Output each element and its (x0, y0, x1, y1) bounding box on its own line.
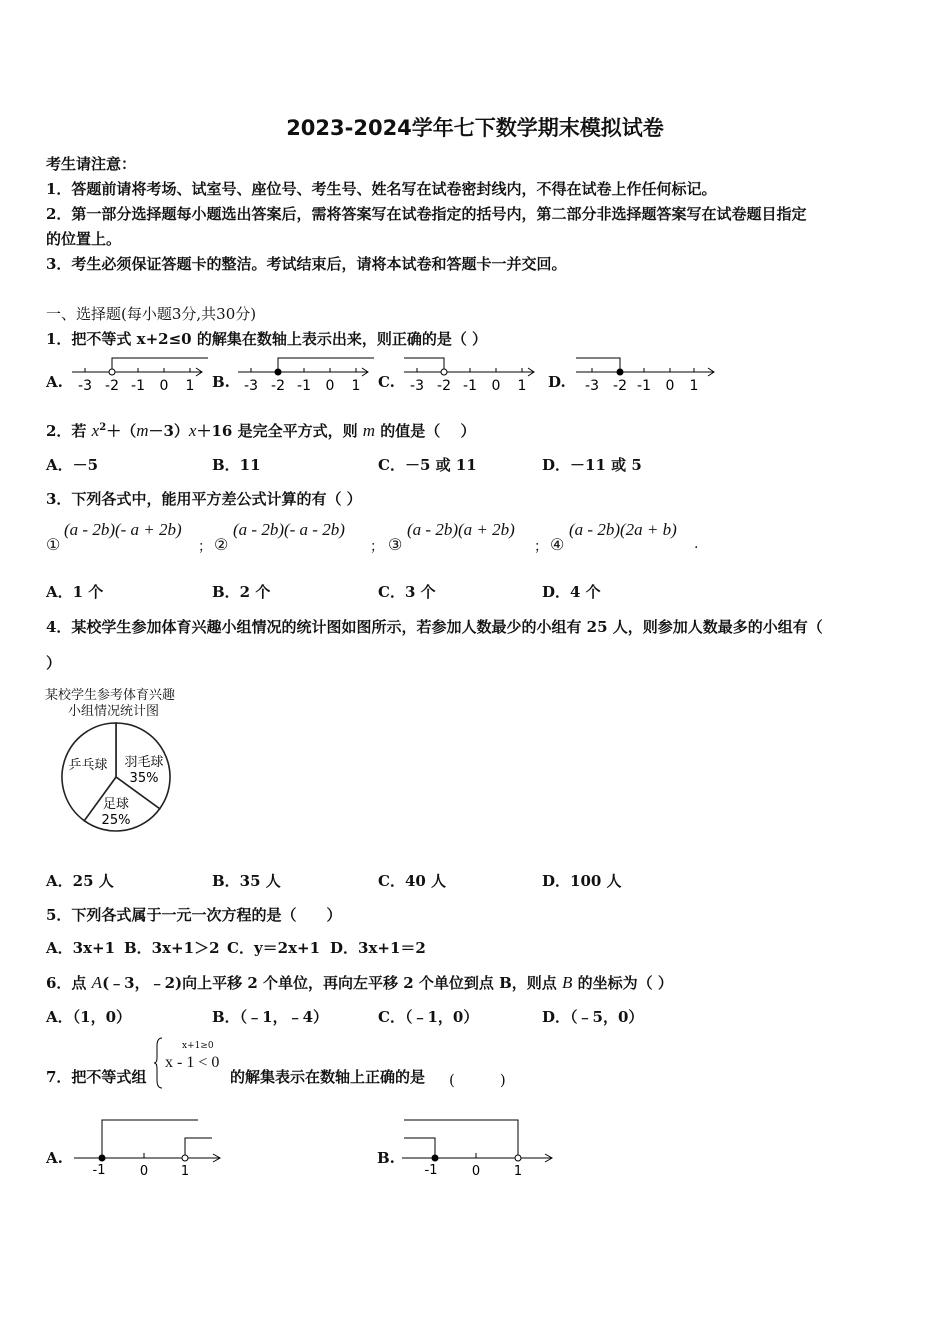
tick-label: -3 (78, 378, 92, 394)
question-1-stem: 1．把不等式 x+2≤0 的解集在数轴上表示出来，则正确的是（ ） (46, 330, 488, 348)
q1-option-b-label: B. (212, 373, 230, 391)
system-bottom: x - 1 < 0 (165, 1054, 220, 1071)
q1-option-b-numberline (236, 352, 376, 397)
tick-label: -2 (437, 378, 451, 394)
question-4-stem-cont: ） (46, 654, 62, 672)
q7-option-a-numberline (72, 1112, 227, 1180)
tick-label: 1 (351, 378, 361, 394)
q4-option-b: B．35 人 (212, 872, 281, 890)
q1-option-d-numberline (574, 352, 719, 397)
q6-option-d: D．（﹣5，0） (542, 1008, 644, 1026)
system-brace (154, 1036, 164, 1090)
notice-item: 的位置上。 (46, 230, 122, 248)
q3-item-4-mark: ④ (550, 535, 565, 554)
q3-item-4-sep: . (694, 536, 699, 552)
slice-label-badminton: 羽毛球 (124, 755, 164, 770)
question-2-stem: 2．若 $x^2+(m-3)x+16$ 是完全平方式，则 m 的值是（ ） (46, 421, 476, 440)
q3-option-b: B．2 个 (212, 583, 271, 601)
q6-option-c: C．（﹣1，0） (378, 1008, 479, 1026)
slice-label-football: 足球 (102, 797, 130, 812)
q4-option-a: A．25 人 (46, 872, 114, 890)
tick-label: -2 (271, 378, 285, 394)
tick-label: -3 (244, 378, 258, 394)
question-6-stem: 6．点 A(﹣3，﹣2)向上平移 2 个单位，再向左平移 2 个单位到点 B，则点 B 的坐标为（ ） (46, 973, 673, 992)
q2-option-d: D．－11 或 5 (542, 456, 642, 474)
q3-item-3-expr: (a - 2b)(a + 2b) (407, 520, 515, 539)
q5-option-d: D．3x+1＝2 (330, 939, 426, 957)
q7-option-b-numberline (400, 1112, 558, 1180)
q2-option-a: A．－5 (46, 456, 99, 474)
q2-option-b: B．11 (212, 456, 261, 474)
tick-label: 1 (513, 1164, 523, 1179)
q3-item-1-sep: ； (198, 539, 212, 555)
q5-option-c: C．y＝2x+1 (227, 939, 321, 957)
tick-label: 0 (325, 378, 335, 394)
q1-option-d-label: D. (548, 373, 566, 391)
q3-option-d: D．4 个 (542, 583, 601, 601)
tick-label: -1 (424, 1163, 438, 1178)
tick-label: -1 (297, 378, 311, 394)
q3-item-3-sep: ； (534, 539, 548, 555)
notice-item: 1．答题前请将考场、试室号、座位号、考生号、姓名写在试卷密封线内，不得在试卷上作任何标记。 (46, 180, 717, 198)
notice-item: 3．考生必须保证答题卡的整洁。考试结束后，请将本试卷和答题卡一并交回。 (46, 255, 567, 273)
tick-label: -1 (463, 378, 477, 394)
q3-item-2-expr: (a - 2b)(- a - 2b) (233, 520, 345, 539)
page-title: 2023-2024学年七下数学期末模拟试卷 (286, 116, 664, 140)
q4-option-c: C．40 人 (378, 872, 447, 890)
notice-item: 2．第一部分选择题每小题选出答案后，需将答案写在试卷指定的括号内，第二部分非选择题答案写在试卷题目指定 (46, 205, 807, 223)
tick-label: -1 (92, 1163, 106, 1178)
q1-option-a-numberline (70, 352, 210, 397)
chart-title-line1: 某校学生参考体育兴趣 (45, 688, 176, 703)
tick-label: 1 (517, 378, 527, 394)
tick-label: 0 (665, 378, 675, 394)
question-5-stem: 5．下列各式属于一元一次方程的是（ ） (46, 906, 342, 924)
q1-option-a-label: A. (46, 373, 63, 391)
q5-option-a: A．3x+1 (46, 939, 116, 957)
tick-label: 0 (159, 378, 169, 394)
q3-item-3-mark: ③ (388, 535, 403, 554)
question-7-stem-cont: 的解集表示在数轴上正确的是 (230, 1068, 426, 1086)
q3-item-4-expr: (a - 2b)(2a + b) (569, 520, 677, 539)
slice-label-pingpong: 乒乓球 (68, 758, 108, 773)
q1-option-c-label: C. (378, 373, 395, 391)
q3-item-1-expr: (a - 2b)(- a + 2b) (64, 520, 182, 539)
tick-label: 0 (471, 1164, 481, 1179)
tick-label: 1 (689, 378, 699, 394)
question-3-stem: 3．下列各式中，能用平方差公式计算的有（ ） (46, 490, 362, 508)
q3-item-2-mark: ② (214, 535, 229, 554)
q3-item-1-mark: ① (46, 535, 61, 554)
tick-label: -2 (613, 378, 627, 394)
q6-option-a: A．（1，0） (46, 1008, 132, 1026)
section-heading: 一、选择题(每小题3分,共30分) (46, 305, 257, 323)
tick-label: 0 (491, 378, 501, 394)
tick-label: -3 (410, 378, 424, 394)
q3-item-2-sep: ； (370, 539, 384, 555)
q1-option-c-numberline (402, 352, 542, 397)
tick-label: -1 (131, 378, 145, 394)
tick-label: 1 (180, 1164, 190, 1179)
q7-option-b-label: B. (377, 1149, 395, 1167)
tick-label: -1 (637, 378, 651, 394)
chart-title-line2: 小组情况统计图 (68, 704, 160, 719)
q5-option-b: B．3x+1＞2 (124, 939, 220, 957)
q3-option-a: A．1 个 (46, 583, 104, 601)
q7-option-a-label: A. (46, 1149, 63, 1167)
system-top: x+1≥0 (182, 1041, 214, 1051)
pie-chart (56, 718, 176, 836)
slice-value-badminton: 35% (129, 771, 159, 786)
tick-label: -2 (105, 378, 119, 394)
tick-label: 1 (185, 378, 195, 394)
tick-label: 0 (139, 1164, 149, 1179)
notice-heading: 考生请注意： (46, 155, 137, 173)
q2-option-c: C．－5 或 11 (378, 456, 477, 474)
q6-option-b: B．（﹣1，﹣4） (212, 1008, 329, 1026)
q4-option-d: D．100 人 (542, 872, 622, 890)
tick-label: -3 (585, 378, 599, 394)
answer-paren: ( ) (449, 1071, 506, 1089)
question-7-stem: 7．把不等式组 (46, 1068, 147, 1086)
slice-value-football: 25% (101, 813, 131, 828)
q3-option-c: C．3 个 (378, 583, 436, 601)
question-4-stem: 4．某校学生参加体育兴趣小组情况的统计图如图所示，若参加人数最少的小组有 25 人，则参加人数最多的小组有（ (46, 618, 823, 636)
